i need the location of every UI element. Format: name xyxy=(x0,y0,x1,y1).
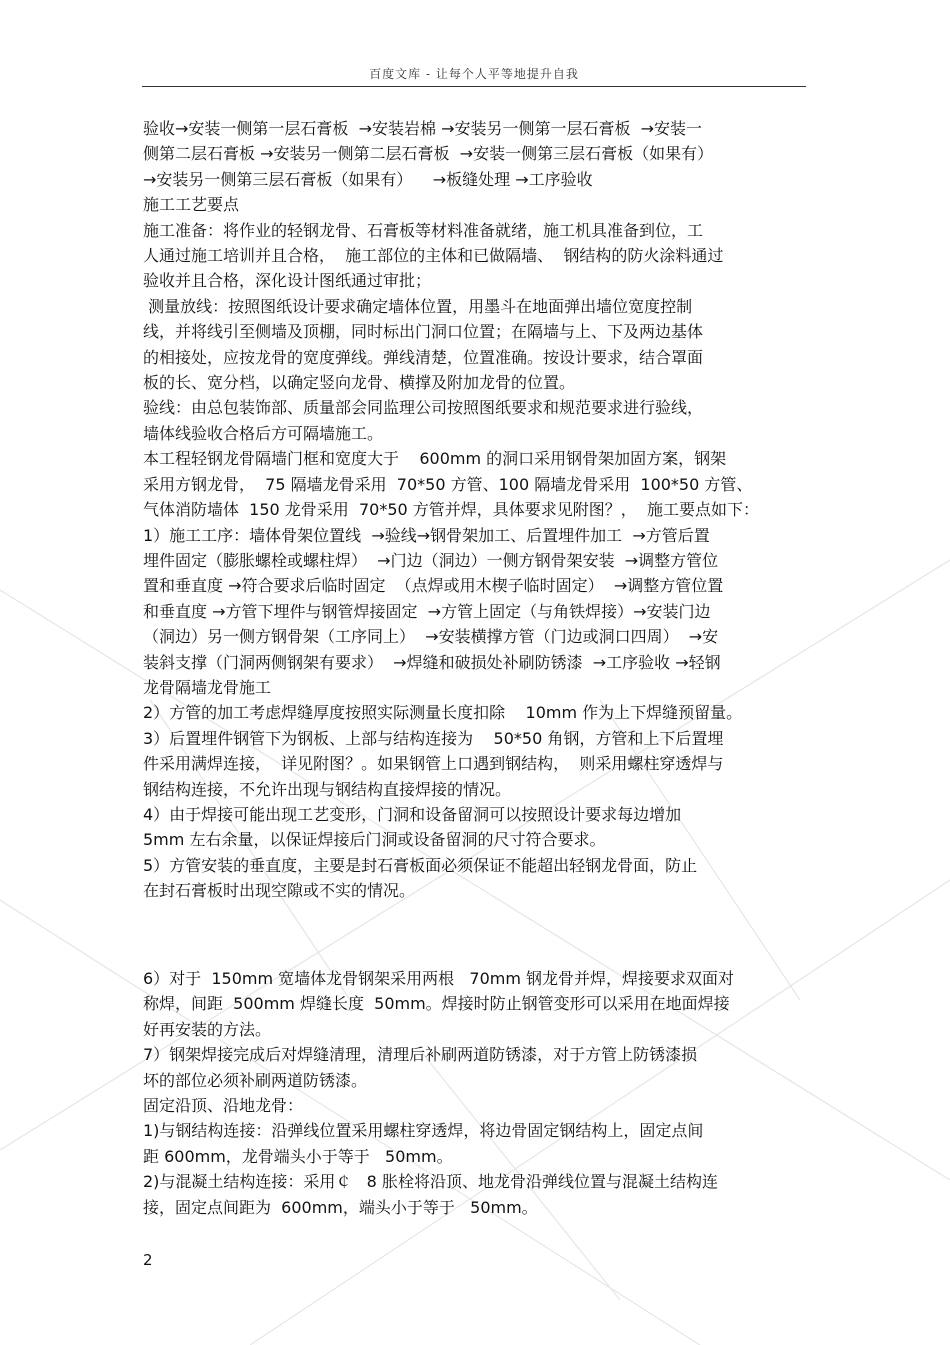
body-line: 3）后置埋件钢管下为钢板、上部与结构连接为 50*50 角钢，方管和上下后置埋 xyxy=(143,728,724,748)
body-line: 1）施工工序：墙体骨架位置线 →验线→钢骨架加工、后置埋件加工 →方管后置 xyxy=(143,525,710,545)
document-body xyxy=(143,116,807,904)
body-line: 采用方钢龙骨， 75 隔墙龙骨采用 70*50 方管、100 隔墙龙骨采用 100*50 方管、 xyxy=(143,474,753,494)
body-line: 2）方管的加工考虑焊缝厚度按照实际测量长度扣除 10mm 作为上下焊缝预留量。 xyxy=(143,703,743,723)
document-body-continued xyxy=(143,966,807,1220)
body-line: 2)与混凝土结构连接：采用￠ 8 胀栓将沿顶、地龙骨沿弹线位置与混凝土结构连 xyxy=(143,1172,718,1192)
body-line: 验收→安装一侧第一层石膏板 →安装岩棉 →安装另一侧第一层石膏板 →安装一 xyxy=(143,119,703,138)
body-line: 气体消防墙体 150 龙骨采用 70*50 方管并焊，具体要求见附图？， 施工要点如下： xyxy=(143,500,759,520)
body-line: 1)与钢结构连接：沿弹线位置采用螺柱穿透焊，将边骨固定钢结构上，固定点间 xyxy=(143,1121,704,1141)
body-line: 装斜支撑（门洞两侧钢架有要求） →焊缝和破损处补刷防锈漆 →工序验收 →轻钢 xyxy=(143,652,721,672)
body-line: 接，固定点间距为 600mm，端头小于等于 50mm。 xyxy=(143,1197,538,1217)
body-line: 件采用满焊连接， 详见附图？。如果钢管上口遇到钢结构， 则采用螺柱穿透焊与 xyxy=(143,754,724,774)
body-line: 5mm 左右余量，以保证焊接后门洞或设备留洞的尺寸符合要求。 xyxy=(143,830,606,850)
body-line: 钢结构连接，不允许出现与钢结构直接焊接的情况。 xyxy=(143,779,512,799)
body-line: 施工准备：将作业的轻钢龙骨、石膏板等材料准备就绪，施工机具准备到位，工 xyxy=(143,220,704,240)
body-line: （洞边）另一侧方钢骨架（工序同上） →安装横撑方管（门边或洞口四周） →安 xyxy=(143,627,719,647)
body-line: 人通过施工培训并且合格， 施工部位的主体和已做隔墙、 钢结构的防火涂料通过 xyxy=(143,246,724,266)
body-line: 测量放线：按照图纸设计要求确定墙体位置，用墨斗在地面弹出墙位宽度控制 xyxy=(143,296,693,316)
body-line: 好再安装的方法。 xyxy=(143,1019,272,1039)
body-line: 龙骨隔墙龙骨施工 xyxy=(143,677,272,697)
body-line: 7）钢架焊接完成后对焊缝清理，清理后补刷两道防锈漆，对于方管上防锈漆损 xyxy=(143,1045,698,1065)
page-header: 百度文库 - 让每个人平等地提升自我 xyxy=(142,64,806,87)
body-line: 验线：由总包装饰部、质量部会同监理公司按照图纸要求和规范要求进行验线， xyxy=(143,398,704,418)
body-line: 在封石膏板时出现空隙或不实的情况。 xyxy=(143,881,416,901)
body-line: 墙体线验收合格后方可隔墙施工。 xyxy=(143,423,384,443)
body-line: 称焊，间距 500mm 焊缝长度 50mm。焊接时防止钢管变形可以采用在地面焊接 xyxy=(143,994,730,1014)
body-line: 板的长、宽分档，以确定竖向龙骨、横撑及附加龙骨的位置。 xyxy=(143,373,576,393)
body-line: 埋件固定（膨胀螺栓或螺柱焊） →门边（洞边）一侧方钢骨架安装 →调整方管位 xyxy=(143,550,719,570)
body-line: 的相接处，应按龙骨的宽度弹线。弹线清楚，位置准确。按设计要求，结合罩面 xyxy=(143,347,704,367)
body-line: 置和垂直度 →符合要求后临时固定 （点焊或用木楔子临时固定） →调整方管位置 xyxy=(143,576,724,596)
body-line: 和垂直度 →方管下埋件与钢管焊接固定 →方管上固定（与角铁焊接）→安装门边 xyxy=(143,601,711,621)
body-line: 验收并且合格，深化设计图纸通过审批； xyxy=(143,271,432,291)
section-heading: 施工工艺要点 xyxy=(143,195,240,215)
body-line: 4）由于焊接可能出现工艺变形，门洞和设备留洞可以按照设计要求每边增加 xyxy=(143,804,682,824)
body-line: 侧第二层石膏板 →安装另一侧第二层石膏板 →安装一侧第三层石膏板（如果有） xyxy=(143,144,714,164)
body-line: 本工程轻钢龙骨隔墙门框和宽度大于 600mm 的洞口采用钢骨架加固方案，钢架 xyxy=(143,449,727,469)
section-heading: 固定沿顶、沿地龙骨： xyxy=(143,1096,304,1116)
body-line: 坏的部位必须补刷两道防锈漆。 xyxy=(143,1070,368,1090)
body-line: 距 600mm，龙骨端头小于等于 50mm。 xyxy=(143,1146,453,1166)
body-line: 6）对于 150mm 宽墙体龙骨钢架采用两根 70mm 钢龙骨并焊，焊接要求双面对 xyxy=(143,969,735,988)
body-line: →安装另一侧第三层石膏板（如果有） →板缝处理 →工序验收 xyxy=(143,169,593,189)
page-number: 2 xyxy=(143,1251,153,1269)
body-line: 线，并将线引至侧墙及顶棚，同时标出门洞口位置；在隔墙与上、下及两边基体 xyxy=(143,322,704,342)
body-line: 5）方管安装的垂直度，主要是封石膏板面必须保证不能超出轻钢龙骨面，防止 xyxy=(143,855,698,875)
